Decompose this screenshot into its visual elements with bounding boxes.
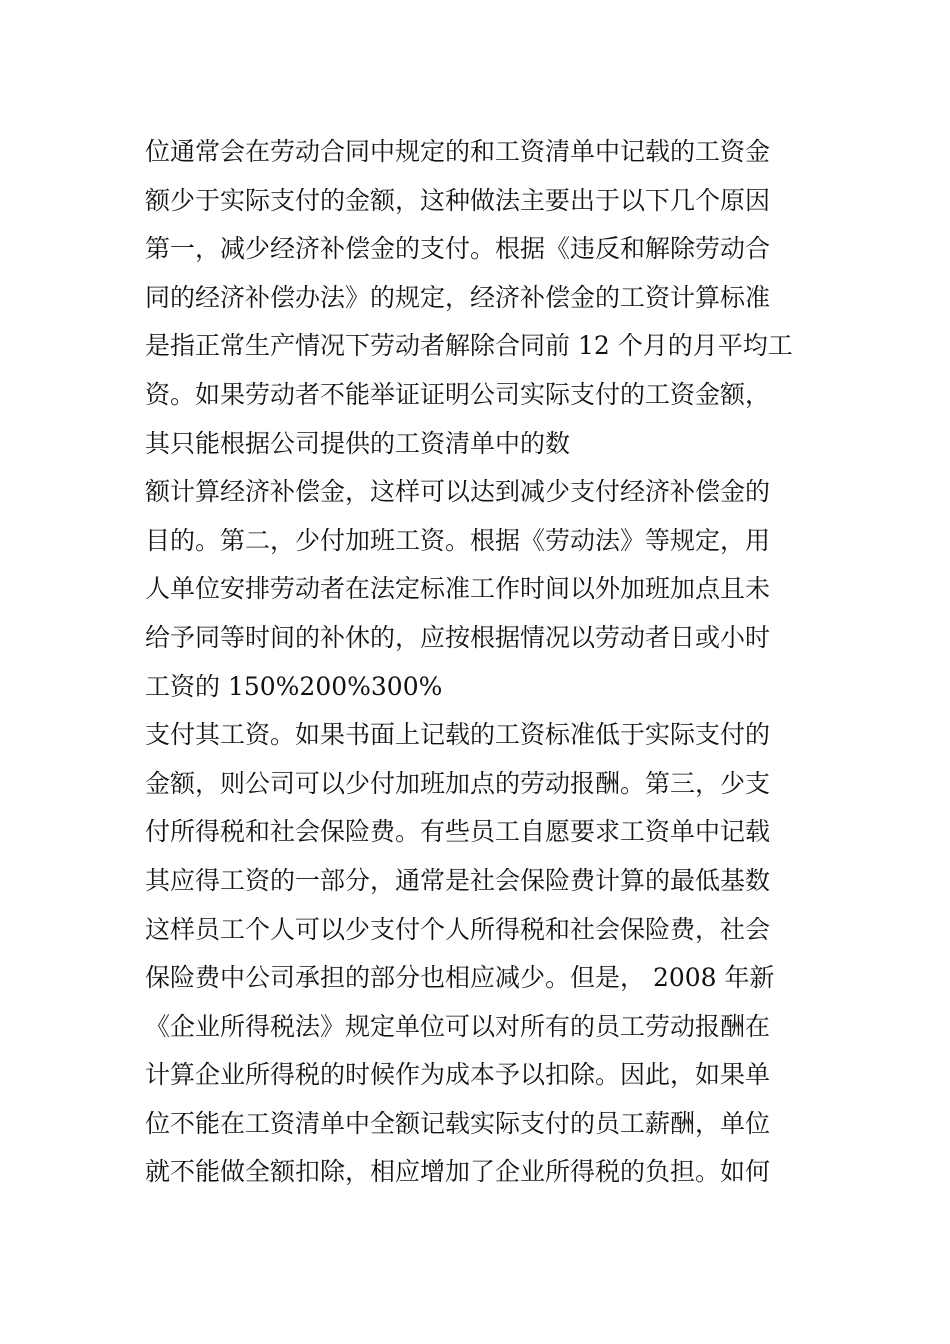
- text-line: 同的经济补偿办法》的规定，经济补偿金的工资计算标准: [145, 282, 771, 312]
- text-line: 付所得税和社会保险费。有些员工自愿要求工资单中记载: [145, 817, 771, 847]
- text-line: 第一，减少经济补偿金的支付。根据《违反和解除劳动合: [145, 234, 771, 264]
- text-line: 《企业所得税法》规定单位可以对所有的员工劳动报酬在: [145, 1011, 771, 1041]
- body-text: [145, 128, 815, 1197]
- text-line: 支付其工资。如果书面上记载的工资标准低于实际支付的: [145, 720, 771, 750]
- text-line: 工资的 150%200%300%: [145, 671, 443, 701]
- text-line: 目的。第二，少付加班工资。根据《劳动法》等规定，用: [145, 525, 771, 555]
- text-line: 保险费中公司承担的部分也相应减少。但是， 2008 年新: [145, 963, 775, 993]
- text-line: 给予同等时间的补休的，应按根据情况以劳动者日或小时: [145, 622, 771, 652]
- text-line: 资。如果劳动者不能举证证明公司实际支付的工资金额，: [145, 379, 771, 409]
- text-line: 其只能根据公司提供的工资清单中的数: [145, 428, 571, 458]
- text-line: 这样员工个人可以少支付个人所得税和社会保险费，社会: [145, 914, 771, 944]
- text-line: 就不能做全额扣除，相应增加了企业所得税的负担。如何: [145, 1157, 771, 1187]
- text-line: 位不能在工资清单中全额记载实际支付的员工薪酬，单位: [145, 1108, 771, 1138]
- text-line: 其应得工资的一部分，通常是社会保险费计算的最低基数: [145, 865, 771, 895]
- text-line: 位通常会在劳动合同中规定的和工资清单中记载的工资金: [145, 137, 771, 166]
- text-line: 计算企业所得税的时候作为成本予以扣除。因此，如果单: [145, 1060, 771, 1090]
- text-line: 金额，则公司可以少付加班加点的劳动报酬。第三，少支: [145, 768, 771, 798]
- text-line: 是指正常生产情况下劳动者解除合同前 12 个月的月平均工: [145, 331, 793, 361]
- text-line: 人单位安排劳动者在法定标准工作时间以外加班加点且未: [145, 574, 771, 604]
- text-line: 额计算经济补偿金，这样可以达到减少支付经济补偿金的: [145, 477, 771, 507]
- text-line: 额少于实际支付的金额，这种做法主要出于以下几个原因: [145, 185, 771, 215]
